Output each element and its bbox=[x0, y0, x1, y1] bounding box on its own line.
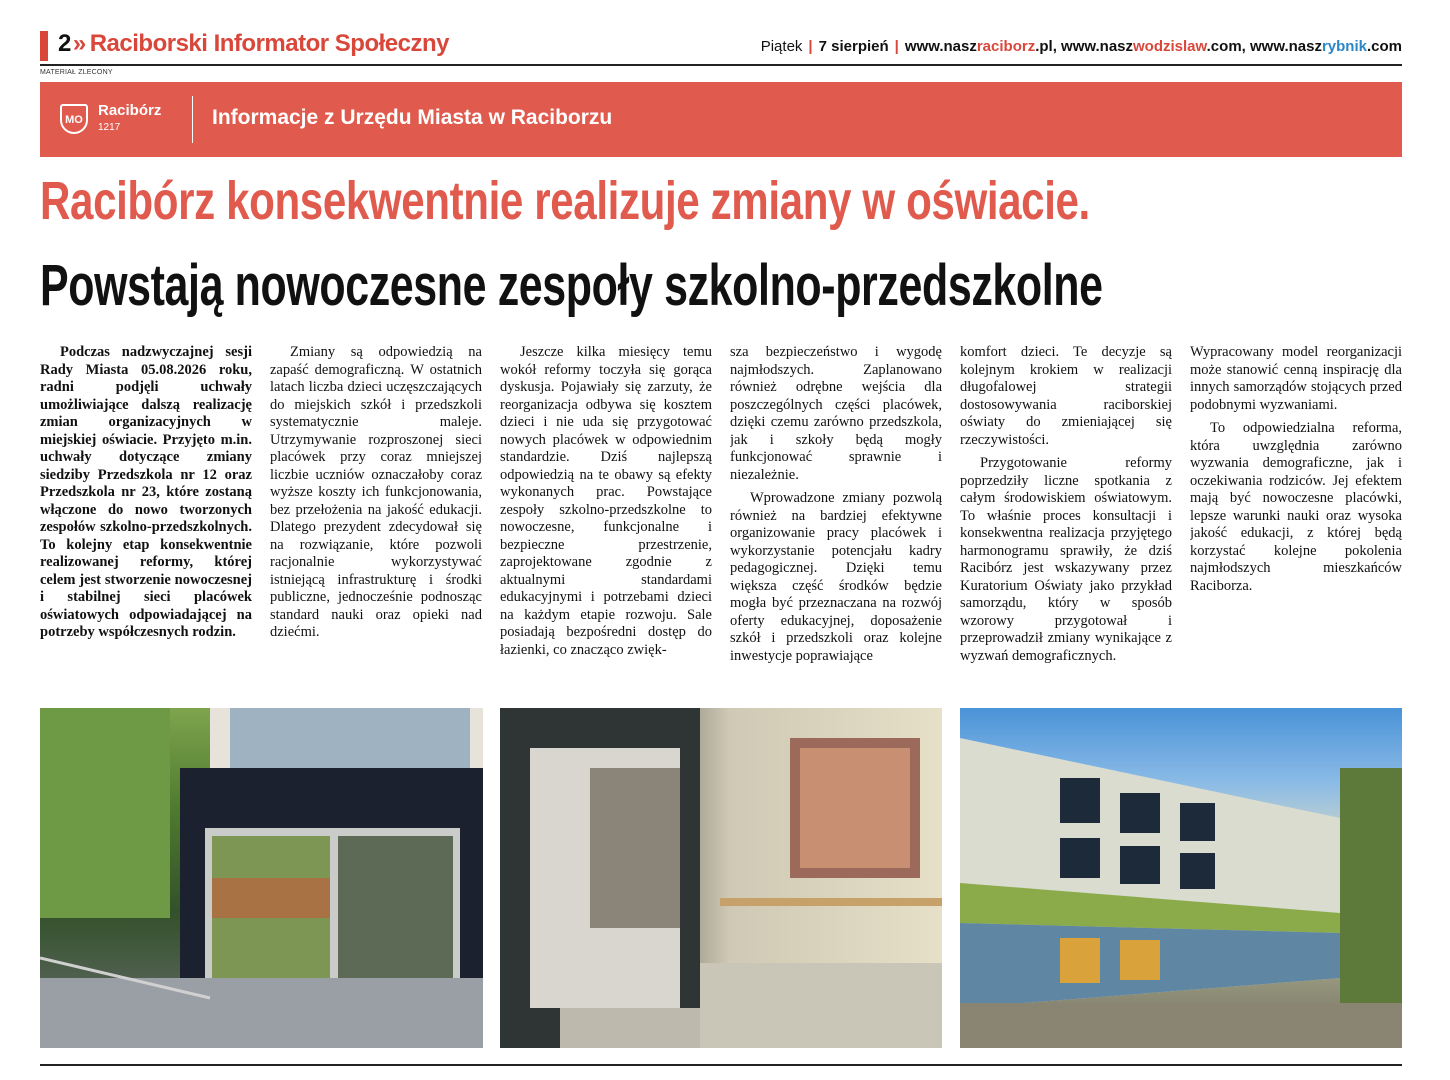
article-column-1 bbox=[40, 344, 252, 696]
photo-classroom-interior bbox=[500, 708, 942, 1048]
school-entrance-illustration bbox=[40, 708, 483, 1048]
masthead-publication bbox=[58, 30, 449, 58]
lead-paragraph: Podczas nadzwyczajnej sesji Rady Miasta 05.08.2026 roku, radni podjęli uchwały umożliwiające dalszą realizację zmian organizacyjnych w miejskiej oświacie. Przyjęto m.in. uchwały dotyczące zmiany siedziby Przedszkola nr 12 oraz Przedszkola nr 23, które zostaną włączone do nowo tworzonych zespołów szkolno-przedszkolnych. To kolejny etap konsekwentnie realizowanej reformy, której celem jest stworzenie nowoczesnej i stabilnej sieci placówek oświatowych odpowiadającej na potrzeby współczesnych rodzin. bbox=[40, 344, 252, 640]
banner-divider bbox=[192, 96, 193, 143]
bottom-rule bbox=[40, 1064, 1402, 1066]
paragraph: Wypracowany model reorganizacji może stanowić cenną inspirację dla innych samorządów stojących przed podobnymi wyzwaniami. bbox=[1190, 344, 1402, 413]
site-link-wodzislaw[interactable]: www.naszwodzislaw.com bbox=[1061, 38, 1242, 55]
classroom-illustration bbox=[500, 708, 942, 1048]
paragraph: Wprowadzone zmiany pozwolą również na bardziej efektywne organizowanie pracy placówek i wykorzystanie potencjału kadry pedagogicznej. Dzięki temu większa część środków będzie mogła być przeznaczana na rozwój oferty edukacyjnej, doposażenie szkół i przedszkoli oraz kolejne inwestycje poprawiające bbox=[730, 490, 942, 664]
site-link-rybnik[interactable]: www.naszrybnik.com bbox=[1250, 38, 1402, 55]
logo-name: Racibórz bbox=[98, 102, 162, 119]
top-rule bbox=[40, 64, 1402, 66]
section-title: Informacje z Urzędu Miasta w Raciborzu bbox=[212, 106, 613, 129]
logo-year: 1217 bbox=[98, 122, 121, 133]
article-column-6 bbox=[1190, 344, 1402, 696]
article-column-2 bbox=[270, 344, 482, 696]
article-column-5 bbox=[960, 344, 1172, 696]
subheadline: Powstają nowoczesne zespoły szkolno-przedszkolne bbox=[40, 253, 1103, 318]
site-link-raciborz[interactable]: www.naszraciborz.pl bbox=[904, 38, 1053, 55]
photo-school-building bbox=[960, 708, 1402, 1048]
photo-school-entrance bbox=[40, 708, 483, 1048]
article-column-3 bbox=[500, 344, 712, 696]
masthead bbox=[40, 28, 1402, 64]
masthead-accent-bar bbox=[40, 31, 48, 61]
school-building-illustration bbox=[960, 708, 1402, 1048]
paragraph: Jeszcze kilka miesięcy temu wokół reformy toczyła się gorąca dyskusja. Pojawiały się zarzuty, że reorganizacja odbywa się kosztem dzieci i nie uda się przygotować nowych placówek w odpowiednim standardzie. Dziś najlepszą odpowiedzią na te obawy są efekty wykonanych prac. Powstające zespoły szkolno-przedszkolne to nowoczesne, funkcjonalne i bezpieczne przestrzenie, zaprojektowane zgodnie z aktualnymi standardami edukacyjnymi i potrzebami dzieci na każdym etapie rozwoju. Sale posiadają bezpośredni dostęp do łazienki, co znacząco zwięk- bbox=[500, 344, 712, 658]
chevron-icon: » bbox=[72, 30, 86, 57]
paragraph: Przygotowanie reformy poprzedziły liczne spotkania z całym środowiskiem oświatowym. To właśnie proces konsultacji i konsekwentna realizacja przyjętego harmonogramu sprawiły, że dziś Racibórz jest wskazywany przez Kuratorium Oświaty jako przykład samorządu, który w sposób wzorowy przygotował i przeprowadził zmiany wynikające z wyzwań demograficznych. bbox=[960, 455, 1172, 664]
section-banner bbox=[40, 82, 1402, 157]
paragraph: To odpowiedzialna reforma, która uwzględnia zarówno wyzwania demograficzne, jak i oczekiwania rodziców. Jej efektem mają być nowoczesne placówki, lepsze warunki nauki oraz wysoka jakość edukacji, z której będą korzystać kolejne pokolenia najmłodszych mieszkańców Raciborza. bbox=[1190, 420, 1402, 594]
issue-date: 7 sierpień bbox=[818, 38, 889, 55]
city-crest-icon: MO bbox=[60, 104, 88, 134]
paragraph: Zmiany są odpowiedzią na zapaść demograficzną. W ostatnich latach liczba dzieci uczęszczających do miejskich szkół i przedszkoli systematycznie maleje. Utrzymywanie rozproszonej sieci placówek przy coraz mniejszej liczbie uczniów oznaczałoby coraz wyższe koszty ich funkcjonowania, bez przełożenia na jakość edukacji. Dlatego prezydent zdecydował się na rozwiązanie, które pozwoli racjonalnie wykorzystywać istniejącą infrastrukturę i środki publiczne, jednocześnie podnosząc standard nauki oraz opieki nad dziećmi. bbox=[270, 344, 482, 640]
headline: Racibórz konsekwentnie realizuje zmiany w oświacie. bbox=[40, 171, 1090, 231]
article-column-4 bbox=[730, 344, 942, 696]
paragraph: sza bezpieczeństwo i wygodę najmłodszych. Zaplanowano również odrębne wejścia dla poszczególnych części placówek, dzięki czemu zarówno przedszkola, jak i szkoły będą mogły funkcjonować sprawnie i niezależnie. bbox=[730, 344, 942, 483]
paragraph: komfort dzieci. Te decyzje są kolejnym krokiem w realizacji długofalowej strategii dostosowywania raciborskiej oświaty do zmieniającej się rzeczywistości. bbox=[960, 344, 1172, 448]
sponsored-label: MATERIAŁ ZLECONY bbox=[40, 69, 113, 76]
publication-name: Raciborski Informator Społeczny bbox=[89, 30, 449, 57]
issue-day: Piątek bbox=[760, 38, 803, 55]
page-number: 2 bbox=[58, 30, 71, 57]
masthead-meta: Piątek | 7 sierpień | www.naszraciborz.pl, www.naszwodzislaw.com, www.naszrybnik.com bbox=[760, 38, 1402, 55]
